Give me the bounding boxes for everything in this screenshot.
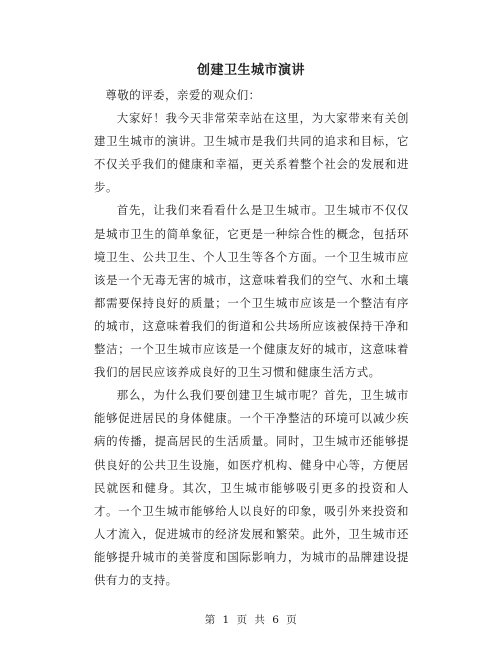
paragraph-1: 大家好！我今天非常荣幸站在这里，为大家带来有关创建卫生城市的演讲。卫生城市是我们共同的追求和目标，它不仅关乎我们的健康和幸福，更关系着整个社会的发展和进步。	[94, 111, 409, 195]
document-title: 创建卫生城市演讲	[196, 63, 305, 78]
paragraph-3: 那么，为什么我们要创建卫生城市呢？首先，卫生城市能够促进居民的身体健康。一个干净整洁的环境可以减少疾病的传播，提高居民的生活质量。同时，卫生城市还能够提供良好的公共卫生设施，如医疗机构、健身中心等，方便居民就医和健身。其次，卫生城市能够吸引更多的投资和人才。一个卫生城市能够给人以良好的印象，吸引外来投资和人才流入，促进城市的经济发展和繁荣。此外，卫生城市还能够提升城市的美誉度和国际影响力，为城市的品牌建设提供有力的支持。	[94, 388, 409, 587]
salutation: 尊敬的评委，亲爱的观众们：	[105, 88, 261, 102]
paragraph-2: 首先，让我们来看看什么是卫生城市。卫生城市不仅仅是城市卫生的简单象征，它更是一种综合性的概念，包括环境卫生、公共卫生、个人卫生等各个方面。一个卫生城市应该是一个无毒无害的城市，这意味着我们的空气、水和土壤都需要保持良好的质量；一个卫生城市应该是一个整洁有序的城市，这意味着我们的街道和公共场所应该被保持干净和整洁；一个卫生城市应该是一个健康友好的城市，这意味着我们的居民应该养成良好的卫生习惯和健康生活方式。	[94, 203, 409, 380]
document-body	[94, 84, 409, 592]
page-footer: 第 1 页 共 6 页	[204, 614, 298, 626]
